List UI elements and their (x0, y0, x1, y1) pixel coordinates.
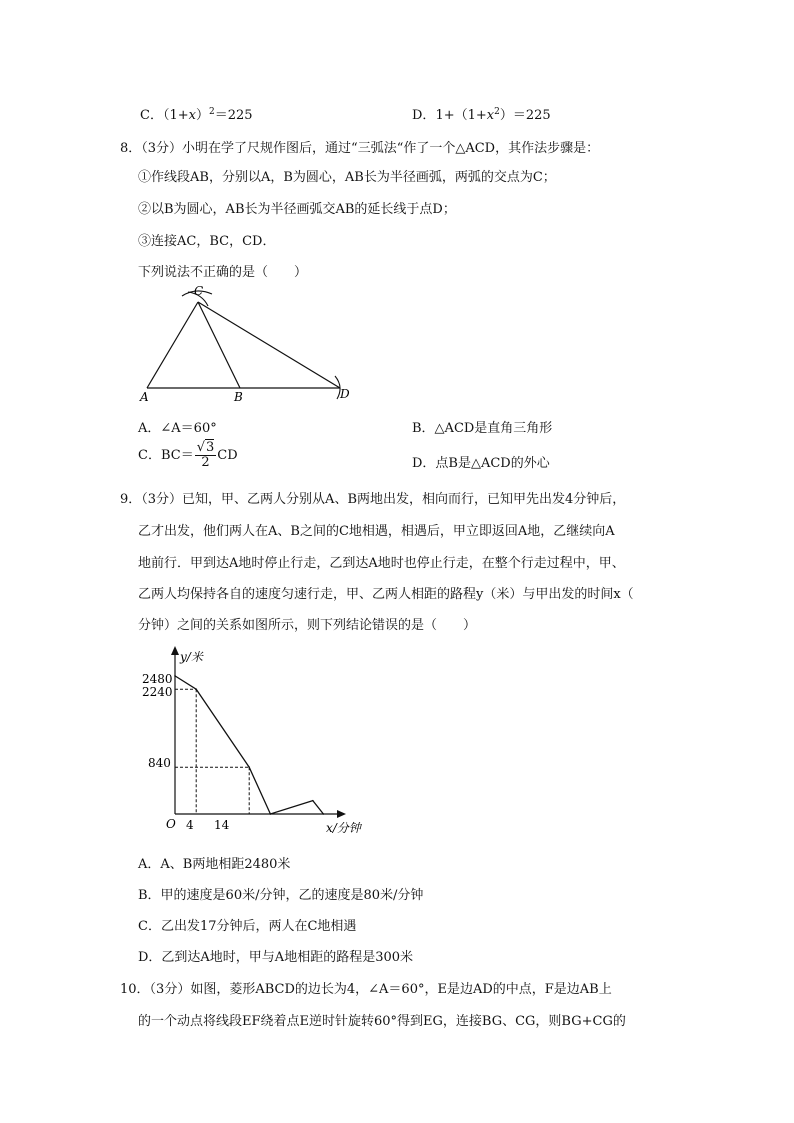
q8-step-3: ③连接AC，BC，CD． (138, 234, 276, 249)
series-point (174, 675, 176, 677)
q9-option-c: C．乙出发17分钟后，两人在C地相遇 (138, 919, 357, 934)
y-tick-label-2240: 2240 (142, 685, 173, 699)
q9-distance-time-chart (140, 640, 370, 840)
q10-line-1: 10．（3分）如图，菱形ABCD的边长为4，∠A＝60°，E是边AD的中点，F是边AB上 (120, 982, 612, 997)
q9-line-1: 9．（3分）已知，甲、乙两人分别从A、B两地出发，相向而行，已知甲先出发4分钟后， (120, 492, 626, 507)
series-point (248, 766, 250, 768)
q9-option-a: A．A、B两地相距2480米 (138, 857, 291, 872)
q8-step-1: ①作线段AB，分别以A，B为圆心，AB长为半径画弧，两弧的交点为C； (138, 170, 556, 185)
series-point (323, 813, 325, 815)
q8-option-c: C．BC＝ $\frac{√3}{2}$ CD (138, 440, 238, 470)
x-tick-label-14: 14 (214, 818, 230, 832)
series-point (312, 800, 314, 802)
x-axis-label: x/分钟 (326, 821, 361, 835)
q9-option-b: B．甲的速度是60米/分钟，乙的速度是80米/分钟 (138, 888, 424, 903)
y-tick-label-840: 840 (148, 756, 171, 770)
label-a: A (140, 390, 149, 404)
y-axis-arrow (171, 646, 179, 655)
label-b: B (234, 390, 243, 404)
q8-option-a: A．∠A＝60° (138, 421, 217, 436)
q8-question: 下列说法不正确的是（ ） (138, 265, 308, 280)
q8-option-d: D．点B是△ACD的外心 (412, 456, 550, 471)
x-tick-label-4: 4 (186, 818, 194, 832)
q9-line-5: 分钟）之间的关系如图所示，则下列结论错误的是（ ） (138, 618, 477, 633)
q9-option-d: D．乙到达A地时，甲与A地相距的路程是300米 (138, 950, 414, 965)
q8-option-b: B．△ACD是直角三角形 (412, 421, 553, 436)
q10-line-2: 的一个动点将线段EF绕着点E逆时针旋转60°得到EG，连接BG、CG，则BG+CG的 (138, 1014, 626, 1029)
q9-line-3: 地前行．甲到达A地时停止行走，乙到达A地时也停止行走，在整个行走过程中，甲、 (138, 556, 625, 571)
x-axis-arrow (337, 810, 346, 818)
q8-header: 8．（3分）小明在学了尺规作图后，通过“三弧法“作了一个△ACD，其作法步骤是： (120, 141, 600, 156)
q8-step-2: ②以B为圆心，AB长为半径画弧交AB的延长线于点D； (138, 202, 456, 217)
label-c: C (194, 284, 204, 298)
y-tick-label-2480: 2480 (142, 672, 173, 686)
series-point (270, 813, 272, 815)
q9-line-2: 乙才出发，他们两人在A、B之间的C地相遇，相遇后，甲立即返回A地，乙继续向A (138, 524, 615, 539)
q8-construction-figure (130, 280, 370, 405)
q9-line-4: 乙两人均保持各自的速度匀速行走，甲、乙两人相距的路程y（米）与甲出发的时间x（ (138, 587, 634, 602)
origin-label: O (166, 817, 176, 831)
label-d: D (340, 387, 350, 401)
segment-ac (147, 302, 198, 388)
q7-option-c: C．$(1+x)^2=225$ (140, 107, 253, 123)
y-axis-label: y/米 (180, 650, 203, 664)
q7-option-d: D．$1+(1+x^2)=225$ (412, 107, 551, 123)
series-point (195, 688, 197, 690)
